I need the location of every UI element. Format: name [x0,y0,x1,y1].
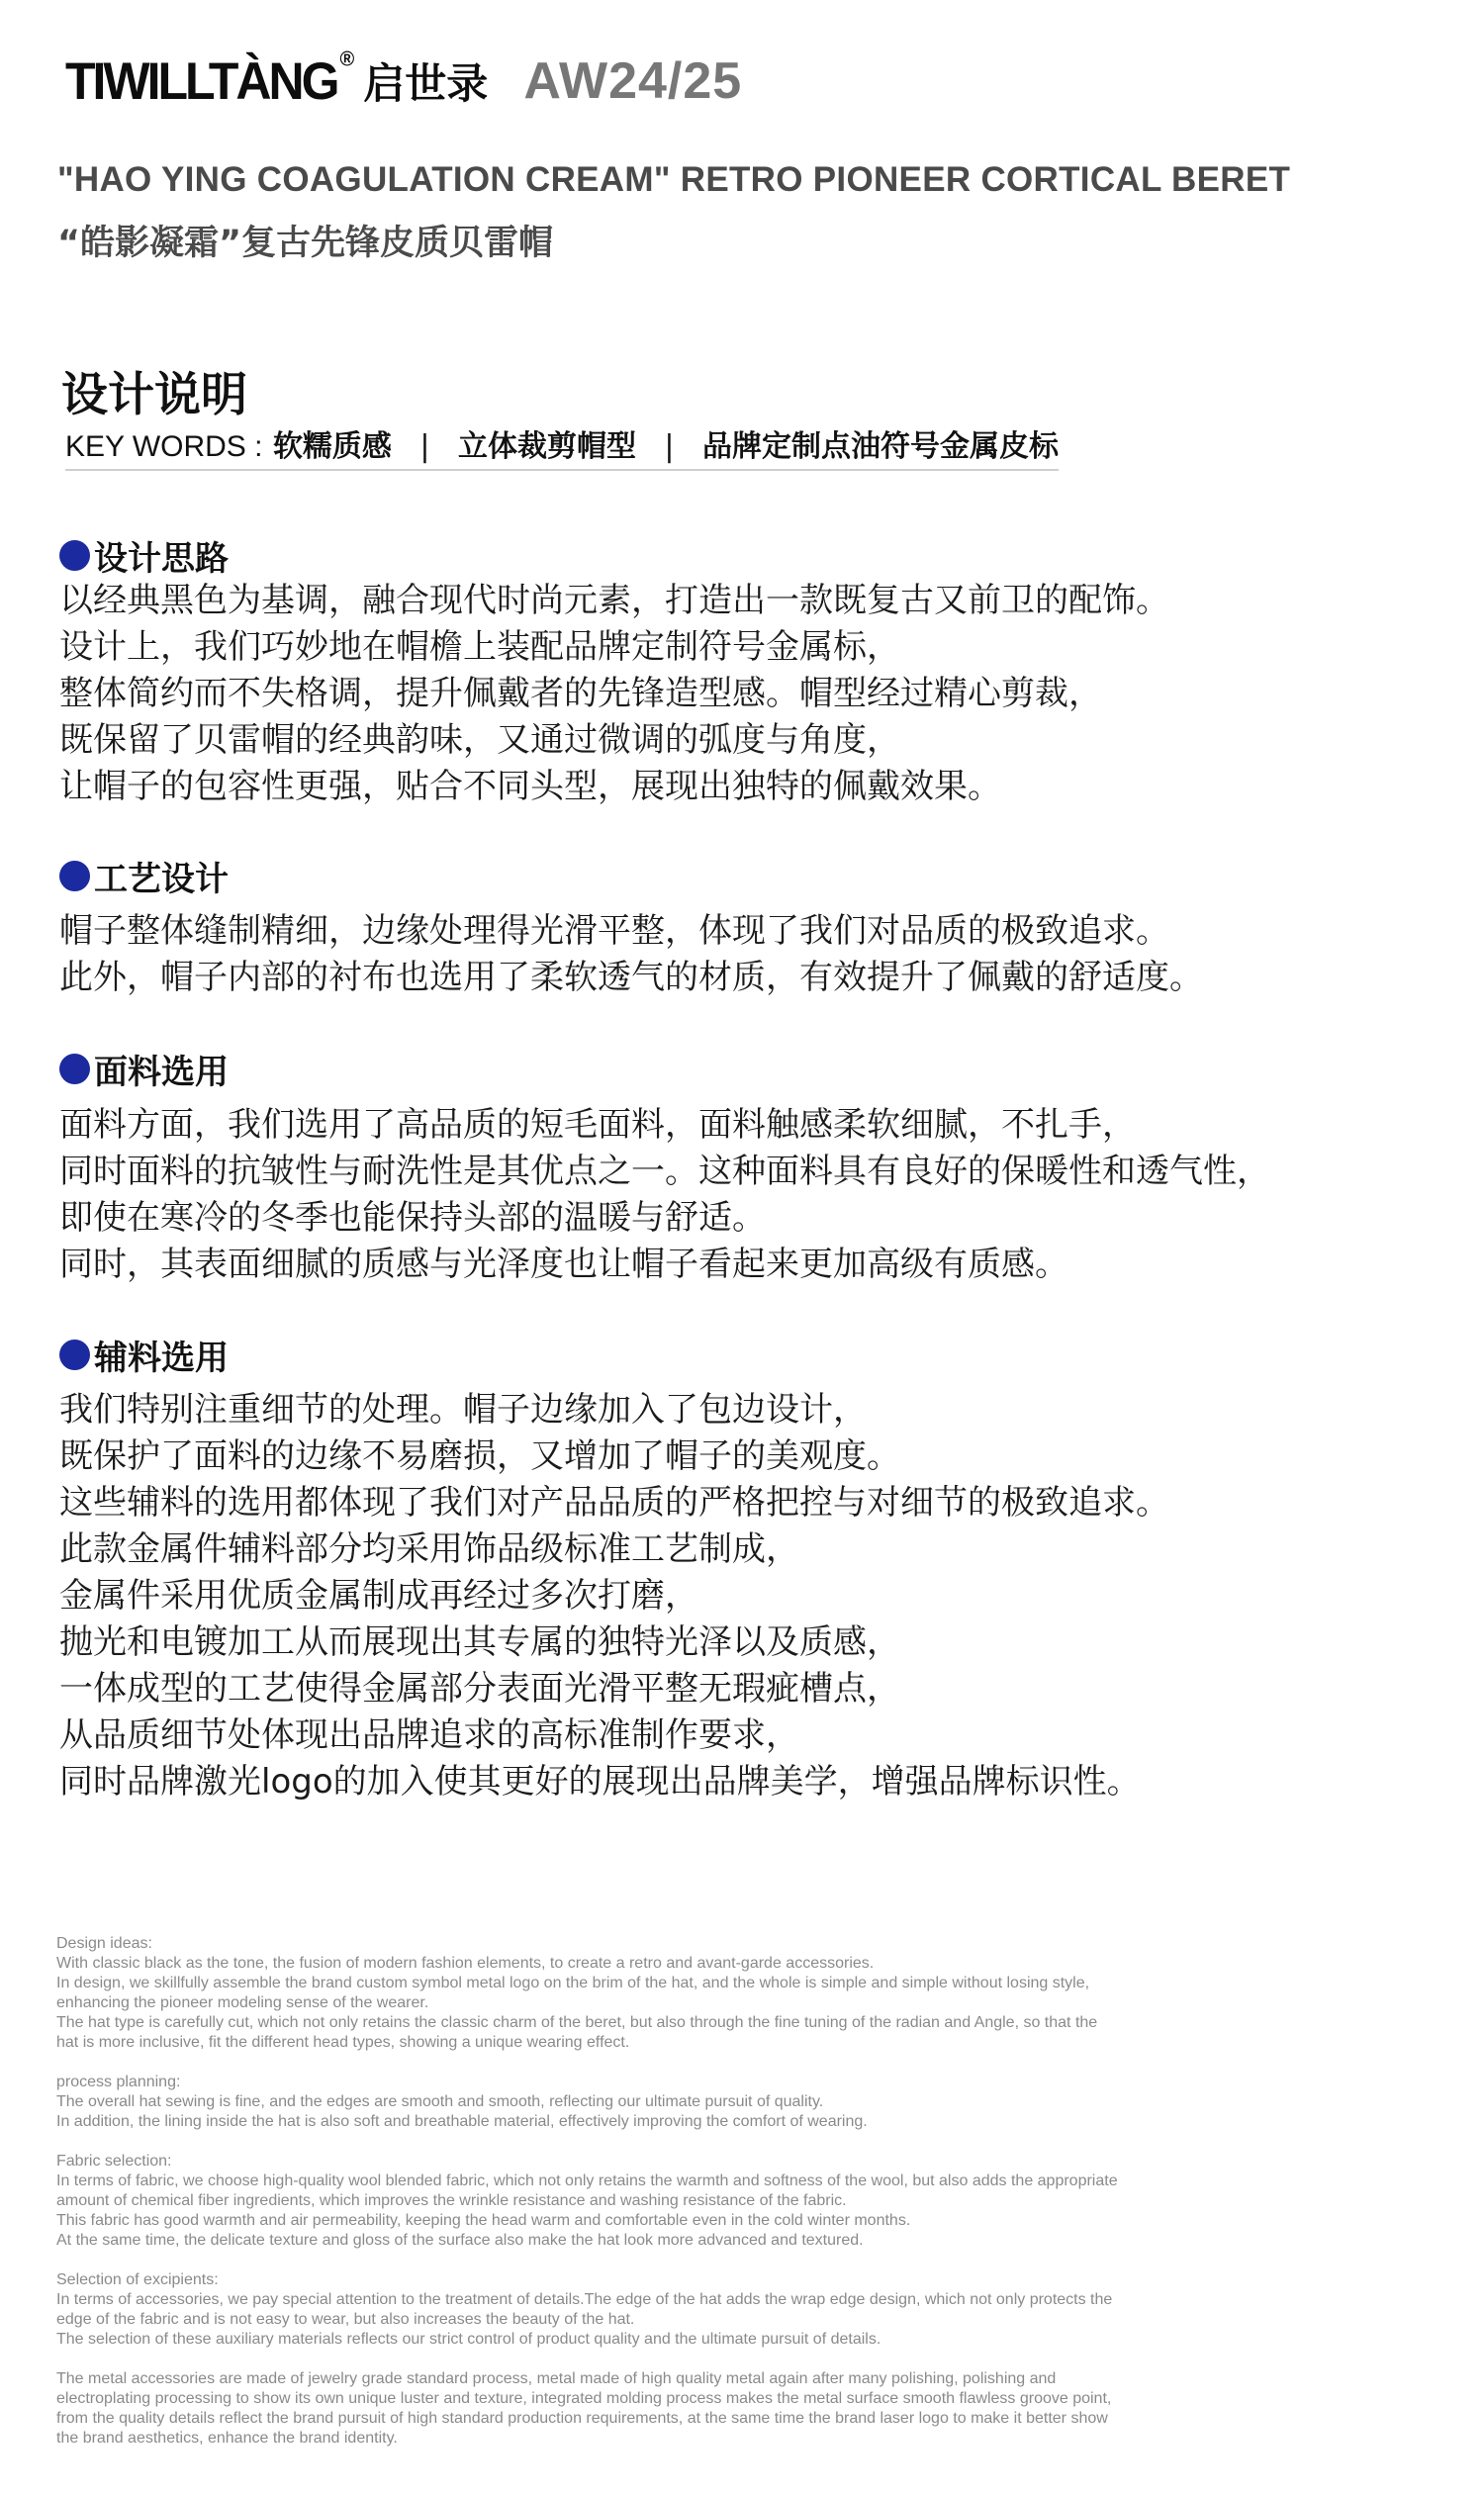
section-design-ideas [59,532,1169,810]
keyword-separator: | [419,429,430,464]
section-fabric-selection [59,1046,1270,1288]
design-heading: 设计说明 [61,368,247,422]
english-line: Fabric selection: [56,2153,172,2170]
product-title-cn: “皓影凝霜”复古先锋皮质贝雷帽 [57,224,554,263]
english-line: The metal accessories are made of jewelry grade standard process, metal made of high quality metal again after many polishing, polishing and [56,2370,1057,2387]
text-line: 此外，帽子内部的衬布也选用了柔软透气的材质，有效提升了佩戴的舒适度。 [59,958,1203,997]
english-line: In addition, the lining inside the hat is also soft and breathable material, effectively improving the comfort of wearing. [56,2113,868,2130]
english-line: process planning: [56,2074,181,2090]
english-block [56,2270,1343,2350]
english-line: At the same time, the delicate texture and gloss of the surface also make the hat look more advanced and textured. [56,2232,864,2249]
english-line: amount of chemical fiber ingredients, which improves the wrinkle resistance and washing resistance of the fabric. [56,2192,847,2209]
brand-logo [65,47,352,112]
section-body [59,1387,1169,1805]
text-line: 这些辅料的选用都体现了我们对产品品质的严格把控与对细节的极致追求。 [59,1483,1169,1523]
text-line: 以经典黑色为基调，融合现代时尚元素，打造出一款既复古又前卫的配饰。 [59,581,1169,620]
english-line: Design ideas: [56,1935,152,1952]
text-line: 面料方面，我们选用了高品质的短毛面料，面料触感柔软细腻，不扎手， [59,1105,1136,1145]
bullet-dot-icon [59,540,90,571]
text-line: 一体成型的工艺使得金属部分表面光滑平整无瑕疵槽点， [59,1669,900,1709]
english-block [56,2073,1343,2132]
text-line: 同时品牌激光logo的加入使其更好的展现出品牌美学，增强品牌标识性。 [59,1762,1141,1802]
english-line: enhancing the pioneer modeling sense of the wearer. [56,1994,429,2011]
text-line: 同时面料的抗皱性与耐洗性是其优点之一。这种面料具有良好的保暖性和透气性， [59,1152,1270,1191]
keywords-line [65,421,1059,471]
text-line: 抛光和电镀加工从而展现出其专属的独特光泽以及质感， [59,1622,900,1662]
brand-name-cn: 启世录 [363,59,489,108]
season-label: AW24/25 [523,52,743,110]
bullet-dot-icon [59,1340,90,1370]
section-heading-text: 面料选用 [94,1052,229,1092]
english-line: the brand aesthetics, enhance the brand identity. [56,2430,398,2447]
english-line: electroplating processing to show its own unique luster and texture, integrated molding process makes the metal surface smooth flawless groove point, [56,2390,1112,2407]
section-heading [59,853,1203,898]
english-block [56,1934,1343,2053]
text-line: 即使在寒冷的冬季也能保持头部的温暖与舒适。 [59,1198,766,1238]
section-heading-text: 辅料选用 [94,1338,229,1378]
text-line: 设计上，我们巧妙地在帽檐上装配品牌定制符号金属标， [59,627,900,667]
english-description [56,1934,1343,2468]
english-line: With classic black as the tone, the fusion of modern fashion elements, to create a retro and avant-garde accessories. [56,1955,875,1972]
keyword: 立体裁剪帽型 [457,429,636,464]
keyword-separator: | [664,429,675,464]
product-title-en: "HAO YING COAGULATION CREAM" RETRO PIONEER CORTICAL BERET [57,160,1291,199]
keyword: 品牌定制点油符号金属皮标 [701,429,1059,464]
english-line: The overall hat sewing is fine, and the edges are smooth and smooth, reflecting our ultimate pursuit of quality. [56,2093,824,2110]
section-heading [59,532,1169,578]
section-craft-design [59,853,1203,1001]
keyword: 软糯质感 [272,429,392,464]
brand-name: TIWILLTÀNG [65,51,337,111]
english-block [56,2152,1343,2251]
english-line: Selection of excipients: [56,2271,219,2288]
english-line: In terms of accessories, we pay special attention to the treatment of details.The edge of the hat adds the wrap edge design, which not only protects the [56,2291,1113,2308]
english-line: hat is more inclusive, fit the different head types, showing a unique wearing effect. [56,2034,630,2051]
english-block [56,2369,1343,2449]
section-accessory-selection [59,1332,1169,1805]
text-line: 帽子整体缝制精细，边缘处理得光滑平整，体现了我们对品质的极致追求。 [59,911,1169,951]
text-line: 整体简约而不失格调，提升佩戴者的先锋造型感。帽型经过精心剪裁， [59,674,1102,713]
english-line: from the quality details reflect the brand pursuit of high standard production requirements, at the same time the brand laser logo to make it better show [56,2410,1108,2427]
text-line: 既保留了贝雷帽的经典韵味，又通过微调的弧度与角度， [59,720,900,760]
section-body [59,578,1169,810]
text-line: 同时，其表面细腻的质感与光泽度也让帽子看起来更加高级有质感。 [59,1245,1068,1284]
text-line: 既保护了面料的边缘不易磨损，又增加了帽子的美观度。 [59,1436,900,1476]
text-line: 此款金属件辅料部分均采用饰品级标准工艺制成， [59,1529,799,1569]
section-heading-text: 工艺设计 [94,859,229,899]
header [65,47,743,111]
section-heading-text: 设计思路 [94,538,229,579]
text-line: 金属件采用优质金属制成再经过多次打磨， [59,1576,698,1616]
registered-mark: ® [339,47,352,71]
bullet-dot-icon [59,1054,90,1084]
text-line: 我们特别注重细节的处理。帽子边缘加入了包边设计， [59,1390,867,1430]
english-line: In terms of fabric, we choose high-quality wool blended fabric, which not only retains the warmth and softness of the wool, but also adds the appropriate [56,2172,1118,2189]
english-line: The selection of these auxiliary materials reflects our strict control of product quality and the ultimate pursuit of details. [56,2331,881,2348]
text-line: 让帽子的包容性更强，贴合不同头型，展现出独特的佩戴效果。 [59,767,1001,806]
english-line: This fabric has good warmth and air permeability, keeping the head warm and comfortable even in the cold winter months. [56,2212,911,2229]
english-line: The hat type is carefully cut, which not only retains the classic charm of the beret, but also through the fine tuning of the radian and Angle, so that the [56,2014,1098,2031]
bullet-dot-icon [59,861,90,891]
section-heading [59,1046,1270,1091]
section-body [59,908,1203,1001]
keywords-label: KEY WORDS : [65,430,263,463]
text-line: 从品质细节处体现出品牌追求的高标准制作要求， [59,1715,799,1755]
section-heading [59,1332,1169,1377]
english-line: edge of the fabric and is not easy to wear, but also increases the beauty of the hat. [56,2311,635,2328]
english-line: In design, we skillfully assemble the brand custom symbol metal logo on the brim of the hat, and the whole is simple and simple without losing style, [56,1975,1090,1991]
section-body [59,1102,1270,1288]
